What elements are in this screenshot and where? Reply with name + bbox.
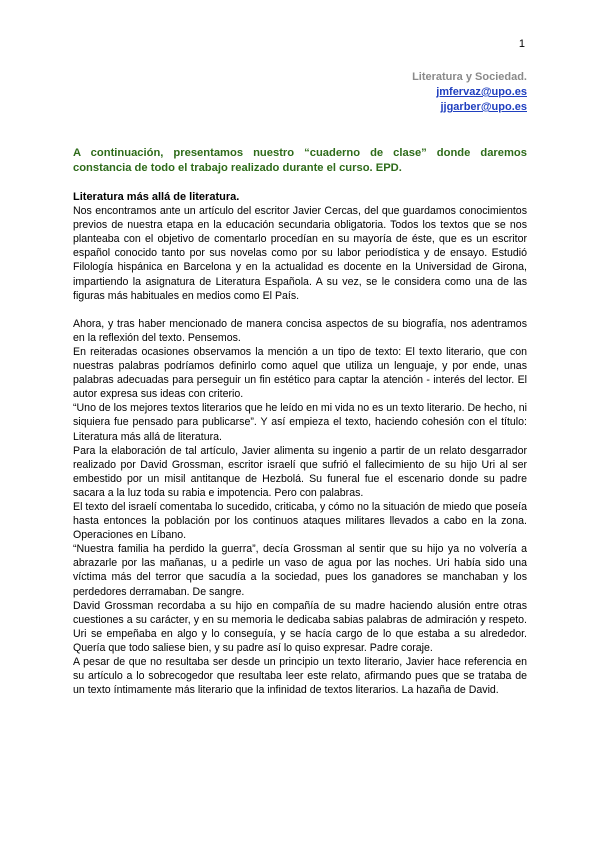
document-header: [412, 70, 527, 115]
body-paragraph: Nos encontramos ante un artículo del escritor Javier Cercas, del que guardamos conocimientos previos de nuestra etapa en la educación secundaria obligatoria. Todos los textos que se nos planteaba con el objetivo de comentarlo procedían en su mayoría de éste, que es un escritor español conocido tanto por sus novelas como por su labor periodística y de ensayo. Estudió Filología hispánica en Barcelona y en la actualidad es docente en la Universidad de Girona, impartiendo la asignatura de Literatura Española. A su vez, se le considera como una de las figuras más habituales en medios como El País.: [73, 205, 527, 302]
email-link-2[interactable]: jjgarber@upo.es: [440, 101, 527, 113]
email-link-1[interactable]: jmfervaz@upo.es: [436, 86, 527, 98]
page-number: 1: [518, 38, 525, 50]
body-paragraph: Para la elaboración de tal artículo, Javier alimenta su ingenio a partir de un relato desgarrador realizado por David Grossman, escritor israelí que sufrió el fallecimiento de su hijo Uri al ser embestido por un misil antitanque de Hezbolá. Su funeral fue el escenario donde su padre sacara a la luz toda su rabia e impotencia. Pero con palabras.: [73, 444, 527, 499]
section-title: Literatura más allá de literatura.: [73, 191, 240, 203]
course-title: Literatura y Sociedad.: [412, 71, 527, 83]
intro-paragraph: A continuación, presentamos nuestro “cuaderno de clase” donde daremos constancia de todo el trabajo realizado durante el curso. EPD.: [73, 147, 527, 174]
body-paragraph: A pesar de que no resultaba ser desde un principio un texto literario, Javier hace referencia en su artículo a lo sobrecogedor que resultaba leer este relato, afirmando pues que se trataba de un texto íntimamente más literario que la infinidad de textos literarios. La hazaña de David.: [73, 656, 527, 697]
document-body: [73, 190, 527, 697]
body-paragraph: “Uno de los mejores textos literarios que he leído en mi vida no es un texto literario. De hecho, ni siquiera fue pensado para publicarse”. Y así empieza el texto, haciendo cohesión con el título: Literatura más allá de literatura.: [73, 402, 528, 443]
body-paragraph: Ahora, y tras haber mencionado de manera concisa aspectos de su biografía, nos adentramos en la reflexión del texto. Pensemos.: [73, 317, 527, 344]
body-paragraph: “Nuestra familia ha perdido la guerra”, decía Grossman al sentir que su hijo ya no volvería a abrazarle por las mañanas, u a pedirle un vaso de agua por las noches. Uri había sido una víctima más del terror que sacudía a la sociedad, pues los ganadores se manchaban y los perdedores derramaban. De sangre.: [73, 543, 527, 598]
body-paragraph: En reiteradas ocasiones observamos la mención a un tipo de texto: El texto literario, que con nuestras palabras podríamos definirlo como aquel que utiliza un lenguaje, y por ende, unas palabras adecuadas para perseguir un fin estético para captar la atención - interés del lector. El autor expresa sus ideas con criterio.: [73, 345, 527, 401]
body-paragraph: David Grossman recordaba a su hijo en compañía de su madre haciendo alusión entre otras cuestiones a su carácter, y en su memoria le dedicaba sabias palabras de admiración y respeto. Uri se empeñaba en algo y lo conseguía, y se hacía cargo de lo que estaba a su alrededor. Quería que todo saliese bien, y su padre así lo quiso expresar. Padre coraje.: [73, 599, 527, 654]
body-paragraph: El texto del israelí comentaba lo sucedido, criticaba, y cómo no la situación de miedo que poseía hasta entonces la población por los continuos ataques militares llevados a cabo en la zona. Operaciones en Líbano.: [73, 500, 527, 542]
